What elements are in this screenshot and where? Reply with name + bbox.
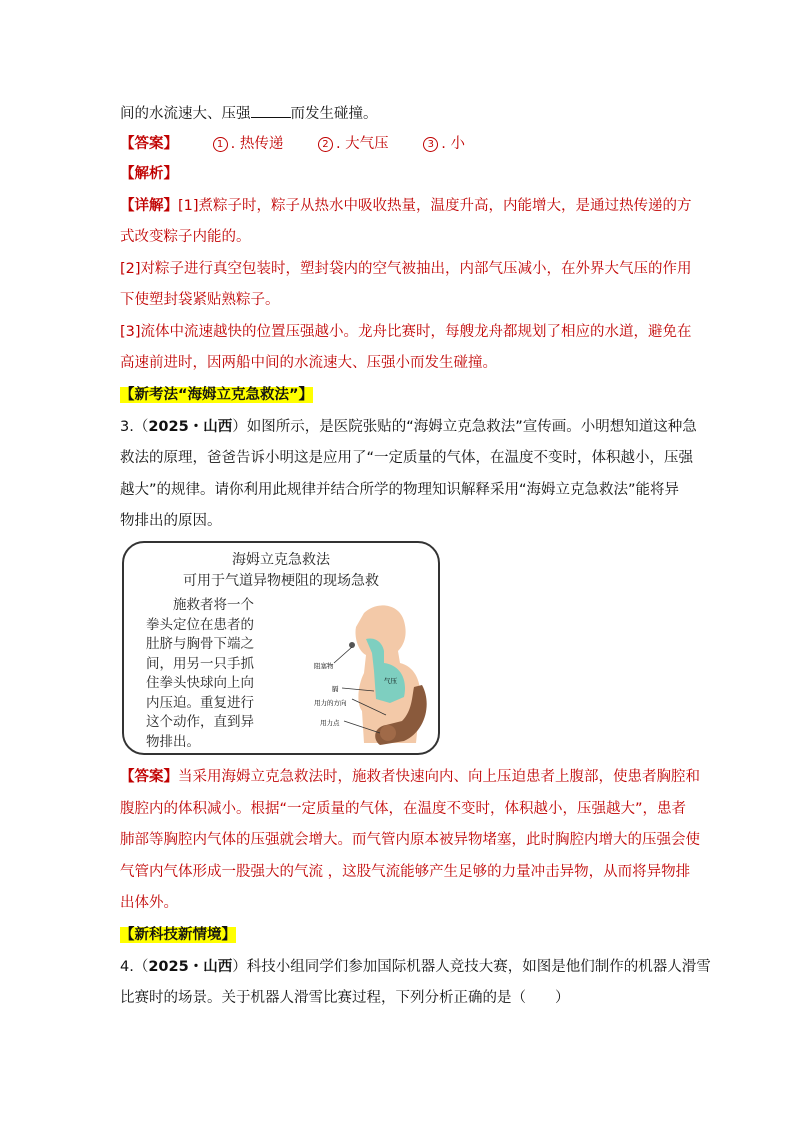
answer-item-2 [318,136,389,152]
circled-number: 3 [423,137,438,152]
answer-item-text: . 大气压 [335,136,389,152]
q3-line-2: 救法的原理，爸爸告诉小明这是应用了“一定质量的气体，在温度不变时，体积越小，压强 [120,450,694,466]
question-number: 4.（ [120,959,149,975]
detail-label: 【详解】 [120,198,178,214]
heimlich-illustration [304,593,434,748]
poster-body-line: 内压迫。重复进行 [146,694,254,711]
answer-item-1 [213,136,284,152]
answer-item-text: . 小 [441,136,465,152]
detail-line-4: 下使塑封袋紧贴熟粽子。 [120,292,280,308]
poster-body-line: 肚脐与胸骨下端之 [146,636,254,652]
tag-text: 【新科技新情境】 [120,927,236,943]
poster-body-line: 间，用另一只手抓 [146,655,254,672]
answer-item-3 [423,136,465,152]
answer-3-line-5: 出体外。 [120,895,178,911]
answer-3-label: 【答案】 [120,769,178,785]
question-number: 3.（ [120,419,149,435]
detail-line-3: [2]对粽子进行真空包装时，塑封袋内的空气被抽出，内部气压减小，在外界大气压的作用 [120,261,692,277]
top-line-text: 间的水流速大、压强 [120,106,251,122]
rescuer-fist [380,725,396,741]
top-line-text-end: 而发生碰撞。 [290,106,378,122]
answer-1-row [120,134,465,154]
q4-line-1 [120,957,711,977]
tag-new-tech [120,925,236,945]
q3-line-4: 物排出的原因。 [120,513,222,529]
pointer-line [334,647,352,663]
label-force-point: 用力点 [320,719,340,727]
label-obstruction: 阻塞物 [314,662,334,670]
answer-3-text: 当采用海姆立克急救法时，施救者快速向内、向上压迫患者上腹部，使患者胸腔和 [178,769,700,785]
answer-3-line-4: 气管内气体形成一股强大的气流 ，这股气流能够产生足够的力量冲击异物，从而将异物排 [120,864,691,880]
poster-body [146,596,296,752]
circled-number: 1 [213,137,228,152]
poster-title: 海姆立克急救法 [232,552,330,568]
poster-body-line: 施救者将一个 [173,597,254,613]
q4-text: ）科技小组同学们参加国际机器人竞技大赛，如图是他们制作的机器人滑雪 [232,959,711,975]
answer-3-line-2: 腹腔内的体积减小。根据“一定质量的气体，在温度不变时，体积越小，压强越大”，患者 [120,801,687,817]
question-source: 2025・山西 [148,959,233,975]
answer-1-label: 【答案】 [120,136,178,152]
question-source: 2025・山西 [148,419,233,435]
tag-new-method [120,385,313,405]
poster-body-line: 拳头定位在患者的 [146,616,254,633]
q3-line-3: 越大”的规律。请你利用此规律并结合所学的物理知识解释采用“海姆立克急救法”能将异 [120,482,680,498]
detail-line-1 [120,196,692,216]
heimlich-poster [122,541,440,755]
detail-line-5: [3]流体中流速越快的位置压强越小。龙舟比赛时，每艘龙舟都规划了相应的水道，避免在 [120,324,692,340]
detail-line-6: 高速前进时，因两船中间的水流速大、压强小而发生碰撞。 [120,355,497,371]
detail-line-2: 式改变粽子内能的。 [120,229,251,245]
poster-body-line: 物排出。 [146,733,200,750]
label-diaphragm: 膈 [332,685,339,693]
analysis-label: 【解析】 [120,166,178,182]
poster-body-line: 住拳头快球向上向 [146,675,254,691]
poster-subtitle: 可用于气道异物梗阻的现场急救 [183,573,379,589]
answer-item-text: . 热传递 [230,136,284,152]
label-pressure: 气压 [384,677,397,685]
answer-3-line-1 [120,767,700,787]
q3-line-1 [120,417,697,437]
answer-blank [251,103,291,118]
q4-line-2: 比赛时的场景。关于机器人滑雪比赛过程，下列分析正确的是（ ） [120,990,570,1006]
q3-text: ）如图所示，是医院张贴的“海姆立克急救法”宣传画。小明想知道这种急 [232,419,697,435]
detail-text: [1]煮粽子时，粽子从热水中吸收热量，温度升高，内能增大，是通过热传递的方 [178,198,692,214]
answer-3-line-3: 肺部等胸腔内气体的压强就会增大。而气管内原本被异物堵塞，此时胸腔内增大的压强会使 [120,832,700,848]
top-line [120,103,378,124]
tag-text: 【新考法“海姆立克急救法”】 [120,387,314,403]
poster-body-line: 这个动作，直到异 [146,714,254,730]
circled-number: 2 [318,137,333,152]
label-force-direction: 用力的方向 [314,699,347,707]
